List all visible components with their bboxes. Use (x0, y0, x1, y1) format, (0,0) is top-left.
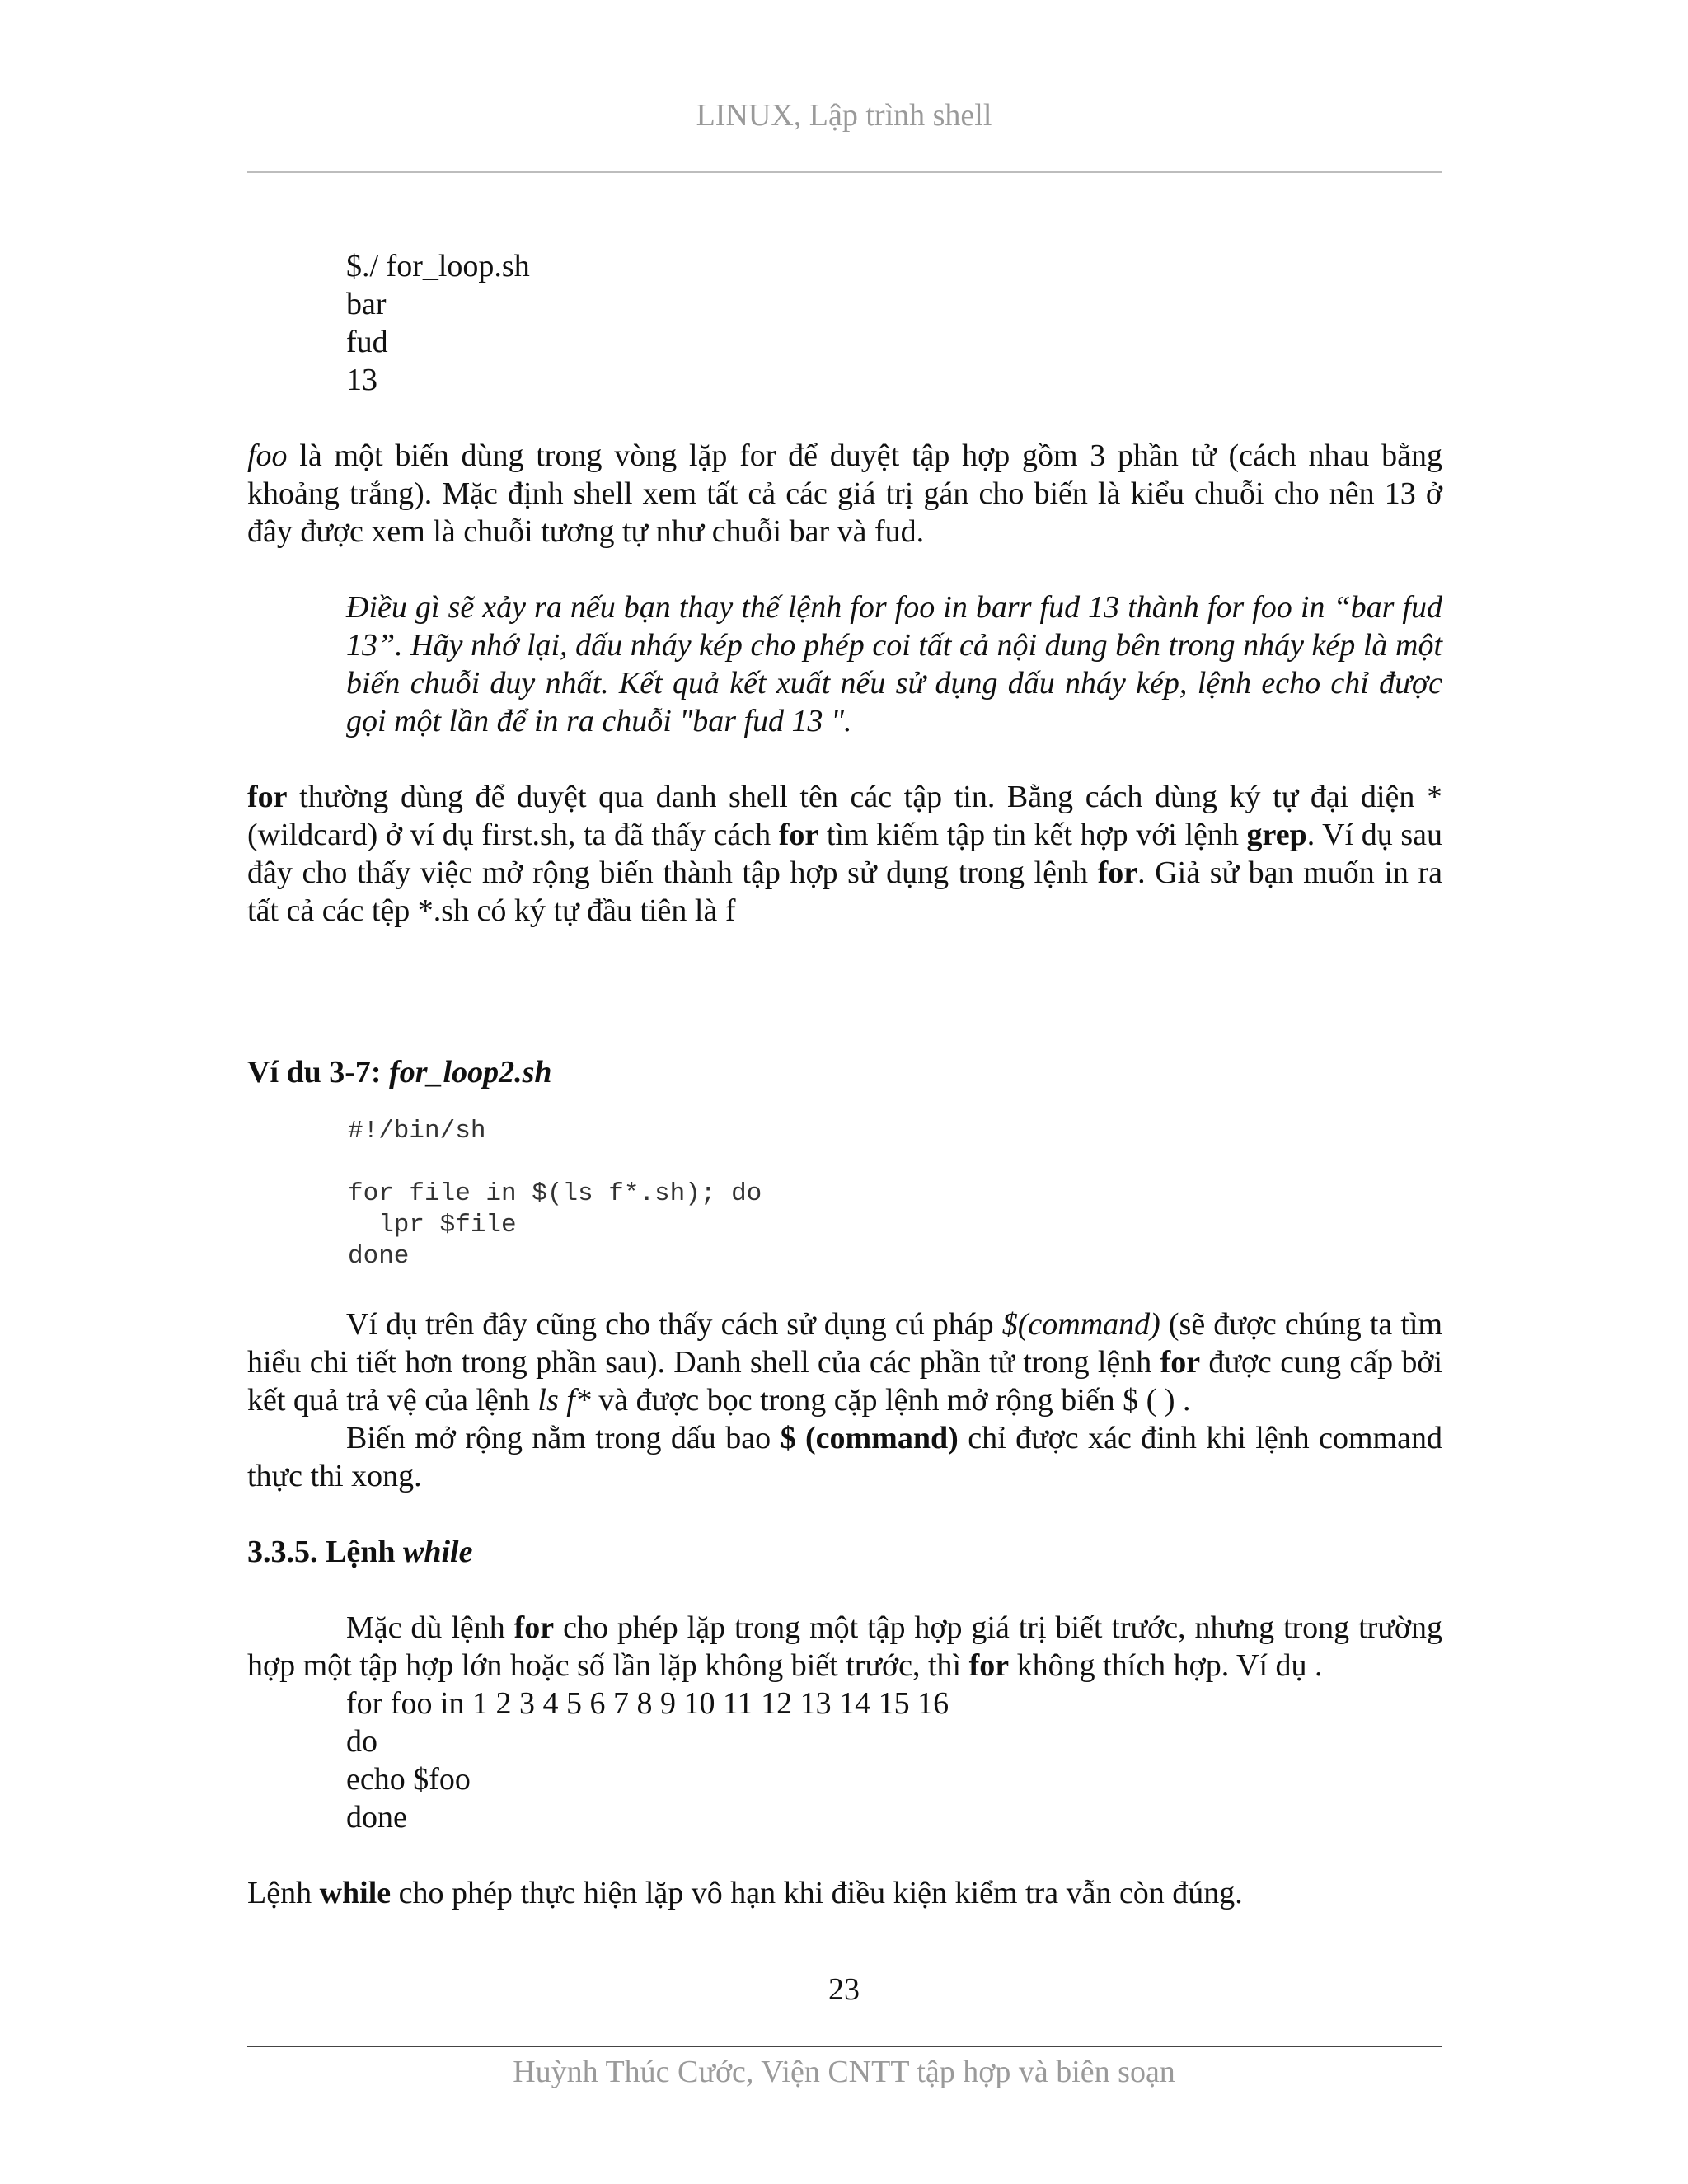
command-expansion: $ (command) (780, 1421, 959, 1455)
paragraph-text: thường dùng để duyệt qua danh shell tên các tập tin. Bằng cách dùng ký tự đại diện * (wildcard) ở ví dụ first.sh, ta đã thấy cách (247, 780, 1442, 852)
loop-example-block (346, 1685, 1442, 1836)
section-keyword: while (402, 1535, 473, 1569)
grep-keyword: grep (1246, 818, 1307, 852)
while-keyword: while (319, 1876, 392, 1910)
for-keyword: for (778, 818, 819, 852)
paragraph-text: . Ví dụ sau đây cho thấy việc mở rộng biến thành tập hợp sử dụng trong lệnh (247, 818, 1442, 890)
code-line: #!/bin/sh (348, 1117, 486, 1146)
example-heading (247, 1053, 1442, 1091)
header-rule (247, 171, 1442, 173)
paragraph-while-intro (247, 1609, 1442, 1685)
italic-note: Điều gì sẽ xảy ra nếu bạn thay thế lệnh for foo in barr fud 13 thành for foo in “bar fud 13”. Hãy nhớ lại, dấu nháy kép cho phép coi tất cả nội dung bên trong nháy kép là một biến chuỗi duy nhất. Kết quả kết xuất nếu sử dụng dấu nháy kép, lệnh echo chỉ được gọi một lần để in ra chuỗi "bar fud 13 ". (346, 590, 1442, 738)
running-header: LINUX, Lập trình shell (696, 98, 992, 133)
output-line: 13 (346, 363, 377, 397)
paragraph-text: và được bọc trong cặp lệnh mở rộng biến $ ( ) . (590, 1383, 1191, 1418)
output-line: fud (346, 325, 388, 359)
for-keyword: for (247, 780, 288, 814)
paragraph-text: tìm kiếm tập tin kết hợp với lệnh (818, 818, 1247, 852)
code-line: for file in $(ls f*.sh); do (348, 1179, 762, 1208)
paragraph-text: không thích hợp. Ví dụ . (1009, 1648, 1323, 1683)
paragraph-text: được cung cấp bởi kết quả trả vệ của lệnh (247, 1345, 1443, 1418)
for-keyword: for (1160, 1345, 1201, 1380)
output-block (346, 247, 1442, 399)
paragraph-text: cho phép lặp trong một tập hợp giá trị biết trước, nhưng trong trường hợp một tập hợp lớn hoặc số lần lặp không biết trước, thì (247, 1610, 1442, 1683)
foo-term: foo (247, 438, 288, 473)
paragraph-text: . Giả sử bạn muốn in ra tất cả các tệp *.sh có ký tự đầu tiên là f (247, 855, 1442, 928)
paragraph-foo-explanation (247, 437, 1442, 551)
paragraph-text: Biến mở rộng nằm trong dấu bao (346, 1421, 781, 1455)
code-block (348, 1116, 1442, 1272)
footer-rule (247, 2046, 1442, 2047)
for-keyword: for (513, 1610, 555, 1645)
code-line: lpr $file (348, 1211, 517, 1240)
section-number: 3.3.5. Lệnh (247, 1535, 403, 1569)
paragraph-text: (sẽ được chúng ta tìm hiểu chi tiết hơn trong phần sau). Danh shell của các phần tử trong lệnh (247, 1307, 1443, 1380)
code-line (348, 1147, 1442, 1179)
loop-line: done (346, 1800, 407, 1835)
paragraph-text: Ví dụ trên đây cũng cho thấy cách sử dụng cú pháp (346, 1307, 1002, 1342)
paragraph-text: chỉ được xác đinh khi lệnh command thực thi xong. (247, 1421, 1442, 1493)
loop-line: do (346, 1724, 377, 1759)
ls-command: ls f* (537, 1383, 591, 1418)
paragraph-text: là một biến dùng trong vòng lặp for để duyệt tập hợp gồm 3 phần tử (cách nhau bằng khoảng trắng). Mặc định shell xem tất cả các giá trị gán cho biến là kiểu chuỗi cho nên 13 ở đây được xem là chuỗi tương tự như chuỗi bar và fud. (247, 438, 1442, 549)
paragraph-wildcard (247, 778, 1442, 930)
paragraph-expansion (247, 1419, 1442, 1495)
paragraph-command-syntax (247, 1305, 1442, 1419)
page-number: 23 (828, 1972, 860, 2007)
for-keyword: for (1097, 855, 1138, 890)
paragraph-text: Lệnh (247, 1876, 320, 1910)
output-line: bar (346, 287, 387, 321)
example-label: Ví du 3-7: (247, 1055, 390, 1090)
page-content (247, 247, 1442, 1912)
paragraph-while-desc (247, 1874, 1442, 1912)
code-line: done (348, 1242, 410, 1271)
running-footer: Huỳnh Thúc Cước, Viện CNTT tập hợp và biên soạn (513, 2055, 1175, 2089)
command-syntax: $(command) (1001, 1307, 1160, 1342)
paragraph-text: Mặc dù lệnh (346, 1610, 514, 1645)
example-filename: for_loop2.sh (389, 1055, 552, 1090)
loop-line: for foo in 1 2 3 4 5 6 7 8 9 10 11 12 13 14 15 16 (346, 1686, 950, 1721)
paragraph-text: cho phép thực hiện lặp vô hạn khi điều kiện kiểm tra vẫn còn đúng. (391, 1876, 1243, 1910)
section-heading (247, 1533, 1442, 1571)
for-keyword: for (968, 1648, 1010, 1683)
loop-line: echo $foo (346, 1762, 471, 1797)
output-line: $./ for_loop.sh (346, 249, 530, 284)
